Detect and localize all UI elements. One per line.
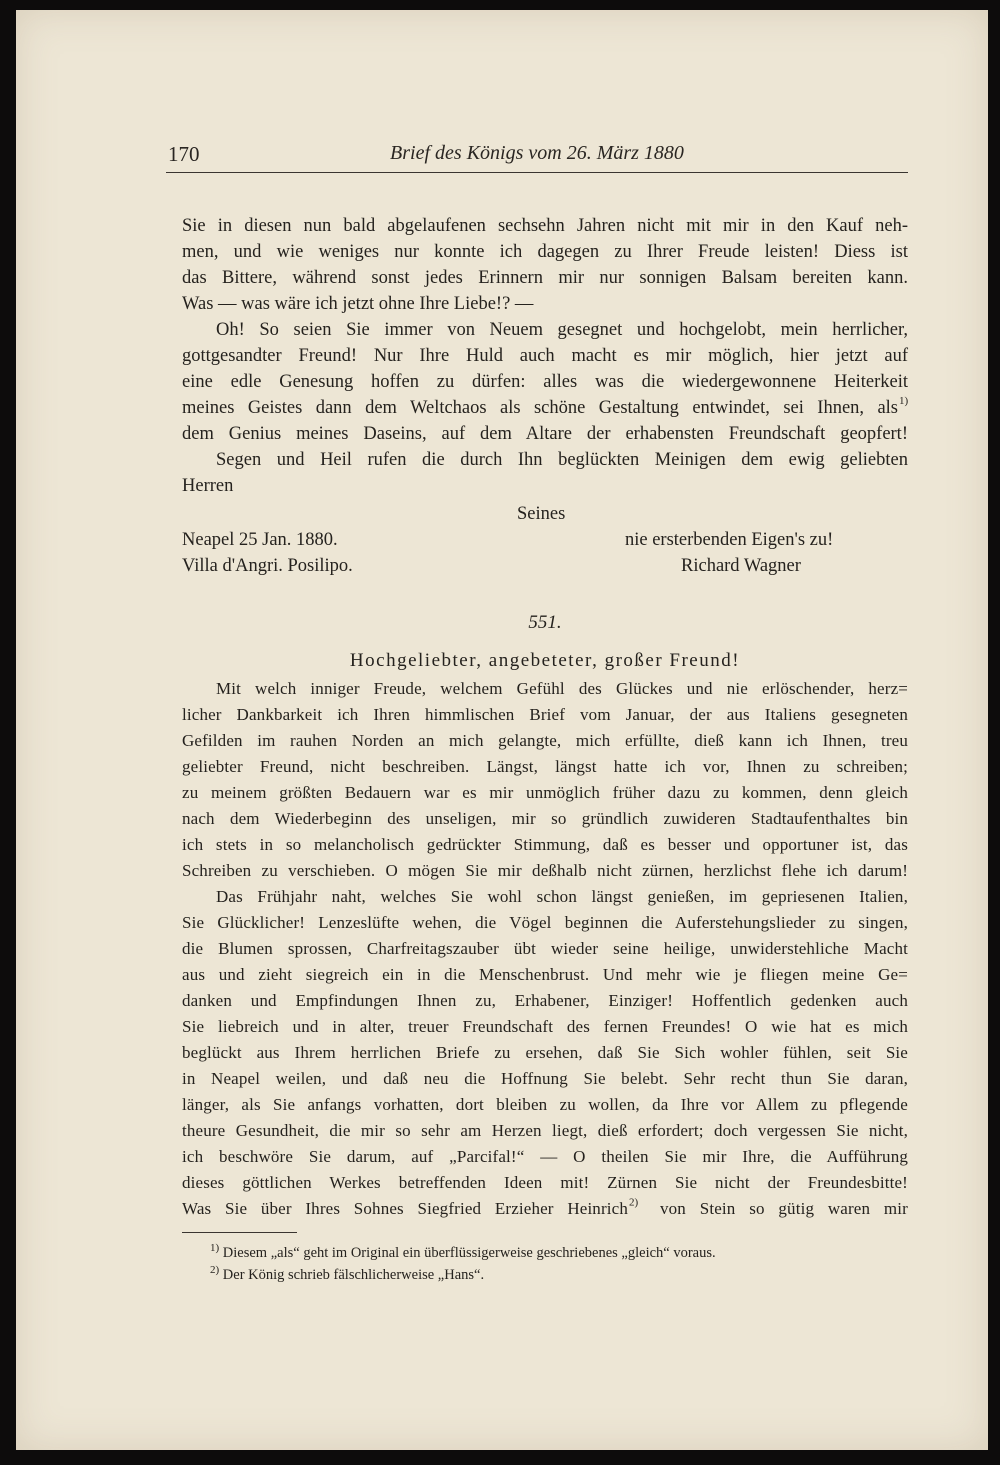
text-line: Gefilden im rauhen Norden an mich gelangte, mich erfüllte, dieß kann ich Ihnen, treu <box>182 731 908 750</box>
page-number: 170 <box>168 142 200 166</box>
text-line: Schreiben zu verschieben. O mögen Sie mir deßhalb nicht zürnen, herzlichst flehe ich darum! <box>182 861 908 880</box>
text-line: Was — was wäre ich jetzt ohne Ihre Liebe!? — <box>182 294 534 314</box>
text-line: gottgesandter Freund! Nur Ihre Huld auch macht es mir möglich, hier jetzt auf <box>182 346 908 366</box>
text-line: Herren <box>182 476 234 496</box>
text-line: dieses göttlichen Werkes betreffenden Ideen mit! Zürnen Sie nicht der Freundesbitte! <box>182 1173 908 1192</box>
footnote-ref-1: 1) <box>899 394 909 407</box>
signature: Richard Wagner <box>681 556 801 576</box>
text-line: geliebter Freund, nicht beschreiben. Längst, längst hatte ich vor, Ihnen zu schreiben; <box>182 757 908 776</box>
text-line: Sie liebreich und in alter, treuer Freundschaft des fernen Freundes! O wie hat es mich <box>182 1017 908 1036</box>
text-line: nach dem Wiederbeginn des unseligen, mir so gründlich zuwideren Stadtaufenthaltes bin <box>182 809 908 828</box>
text-line: men, und wie weniges nur konnte ich dagegen zu Ihrer Freude leisten! Diess ist <box>182 242 908 262</box>
text-line: theure Gesundheit, die mir so sehr am Herzen liegt, dieß erfordert; doch vergessen Sie nicht, <box>182 1121 908 1140</box>
page-header <box>166 138 908 173</box>
text-line: Was Sie über Ihres Sohnes Siegfried Erzieher Heinrich <box>182 1199 628 1218</box>
text-line: beglückt aus Ihrem herrlichen Briefe zu ersehen, daß Sie Sich wohler fühlen, seit Sie <box>182 1043 908 1062</box>
text-line: ich stets in so melancholisch gedrückter Stimmung, daß es besser und opportuner ist, das <box>182 835 908 854</box>
text-line: Segen und Heil rufen die durch Ihn beglückten Meinigen dem ewig geliebten <box>216 450 908 470</box>
text-line: Mit welch inniger Freude, welchem Gefühl des Glückes und nie erlöschender, herz= <box>216 679 908 698</box>
text-line: von Stein so gütig waren mir <box>660 1199 908 1218</box>
footnote-text: Diesem „als“ geht im Original ein überflüssigerweise geschriebenes „gleich“ voraus. <box>222 1245 716 1261</box>
signoff: nie ersterbenden Eigen's zu! <box>625 530 834 550</box>
letter-number: 551. <box>528 612 562 633</box>
footnote-mark: 1) <box>210 1242 220 1255</box>
footnote-text: Der König schrieb fälschlicherweise „Hans“. <box>222 1267 485 1283</box>
running-title: Brief des Königs vom 26. März 1880 <box>390 142 684 164</box>
footnote-ref-2: 2) <box>629 1196 639 1209</box>
text-line: Oh! So seien Sie immer von Neuem gesegnet und hochgelobt, mein herrlicher, <box>216 320 908 340</box>
text-line: ich beschwöre Sie darum, auf „Parcifal!“ — O theilen Sie mir Ihre, die Aufführung <box>182 1147 908 1166</box>
place-date: Neapel 25 Jan. 1880. <box>182 530 338 550</box>
text-line: licher Dankbarkeit ich Ihren himmlischen Brief vom Januar, der aus Italiens gesegneten <box>182 705 908 724</box>
text-line: Das Frühjahr naht, welches Sie wohl schon längst genießen, im gepriesenen Italien, <box>216 887 908 906</box>
text-line: in Neapel weilen, und daß neu die Hoffnung Sie belebt. Sehr recht thun Sie daran, <box>182 1069 908 1088</box>
text-line: Sie in diesen nun bald abgelaufenen sechsehn Jahren nicht mit mir in den Kauf neh- <box>182 216 908 236</box>
closing-seines: Seines <box>517 504 566 524</box>
text-line: meines Geistes dann dem Weltchaos als schöne Gestaltung entwindet, sei Ihnen, als <box>182 398 898 418</box>
text-line: zu meinem größten Bedauern war es mir unmöglich früher dazu zu kommen, denn gleich <box>182 783 908 802</box>
text-line: Sie Glücklicher! Lenzeslüfte wehen, die Vögel beginnen die Auferstehungslieder zu singen, <box>182 913 908 932</box>
text-line: eine edle Genesung hoffen zu dürfen: alles was die wiedergewonnene Heiterkeit <box>182 372 908 392</box>
text-line: dem Genius meines Daseins, auf dem Altare der erhabensten Freundschaft geopfert! <box>182 424 908 444</box>
book-page <box>16 10 988 1450</box>
footnote-1 <box>210 1242 716 1264</box>
text-line: danken und Empfindungen Ihnen zu, Erhabener, Einziger! Hoffentlich gedenken auch <box>182 991 908 1010</box>
footnote-rule <box>182 1232 297 1233</box>
text-line: länger, als Sie anfangs vorhatten, dort bleiben zu wollen, da Ihre vor Allem zu pflegende <box>182 1095 908 1114</box>
text-line: aus und zieht siegreich ein in die Menschenbrust. Und mehr wie je fliegen meine Ge= <box>182 965 908 984</box>
text-line: das Bittere, während sonst jedes Erinnern mir nur sonnigen Balsam bereiten kann. <box>182 268 908 288</box>
footnote-mark: 2) <box>210 1264 220 1277</box>
text-line: die Blumen sprossen, Charfreitagszauber übt wieder seine heilige, unwiderstehliche Macht <box>182 939 908 958</box>
salutation: Hochgeliebter, angebeteter, großer Freund! <box>349 650 741 671</box>
address: Villa d'Angri. Posilipo. <box>182 556 353 576</box>
footnote-2 <box>210 1264 484 1286</box>
